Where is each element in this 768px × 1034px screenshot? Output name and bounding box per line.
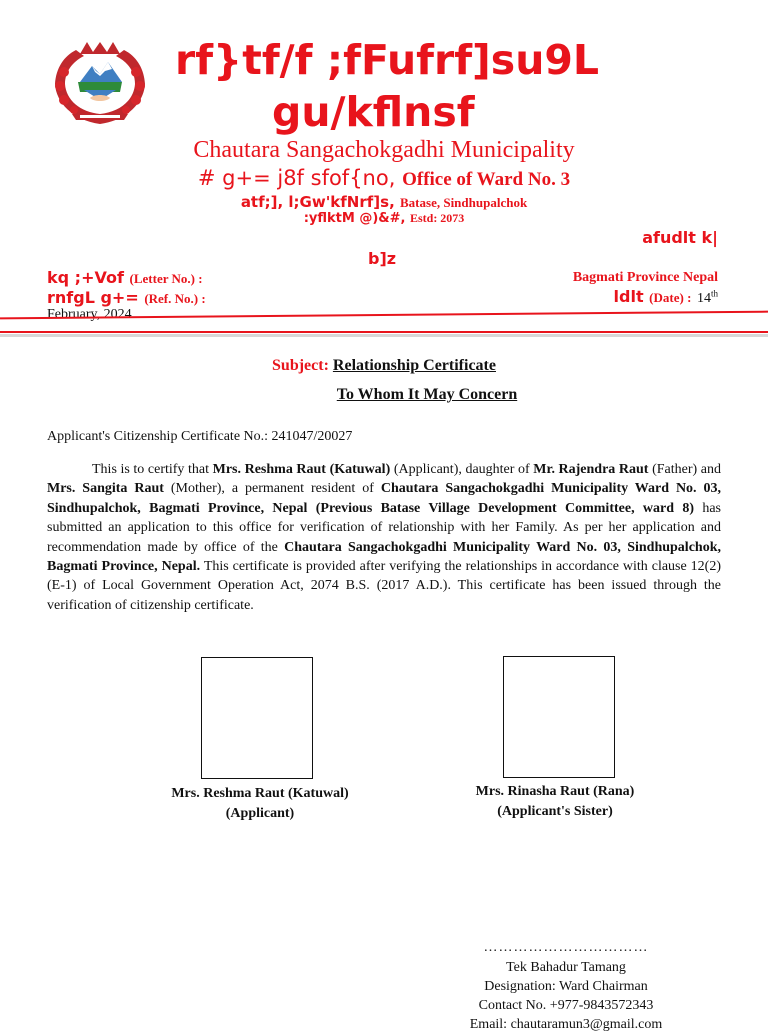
resident-address: Chautara Sangachokgadhi Municipality Ward No. 03, Sindhupalchok, Bagmati Province, Nepal (Previous Batase Village Development Committee, ward 8) bbox=[47, 481, 721, 516]
body-part-3: (Father) and bbox=[648, 462, 721, 477]
date-value-continued: February, 2024 bbox=[47, 307, 132, 322]
certificate-body bbox=[47, 460, 721, 615]
ward-office-line bbox=[0, 166, 768, 191]
letter-number-field bbox=[47, 268, 203, 287]
sister-photo-box bbox=[503, 656, 615, 778]
sister-caption-role: (Applicant's Sister) bbox=[497, 804, 613, 819]
subject-label: Subject: bbox=[272, 357, 329, 374]
mother-name: Mrs. Sangita Raut bbox=[47, 481, 164, 497]
header-divider-shadow bbox=[0, 334, 768, 337]
body-part-4: (Mother), a permanent resident of bbox=[163, 481, 381, 497]
address-english: Batase, Sindhupalchok bbox=[400, 195, 528, 210]
applicant-photo-caption bbox=[150, 784, 370, 824]
father-name: Mr. Rajendra Raut bbox=[533, 462, 649, 477]
subject-line bbox=[0, 357, 768, 375]
province-english: Bagmati Province Nepal bbox=[572, 270, 718, 285]
reference-number-nepali: rnfgL g+= bbox=[47, 288, 139, 307]
ward-office-nepali: # g+= j8f sfof{no, bbox=[197, 166, 396, 190]
signatory-name: Tek Bahadur Tamang bbox=[506, 960, 626, 975]
address-nepali: atf;], l;Gw'kfNrf]s, bbox=[240, 193, 395, 211]
province-nepali-line2: b]z bbox=[368, 249, 397, 268]
established-line bbox=[0, 211, 768, 226]
date-day: 14 bbox=[696, 291, 711, 306]
municipality-name-english: Chautara Sangachokgadhi Municipality bbox=[193, 137, 575, 163]
municipality-name-nepali-line2: gu/kflnsf bbox=[272, 88, 475, 136]
signatory-designation: Designation: Ward Chairman bbox=[484, 979, 648, 994]
address-line bbox=[0, 193, 768, 211]
province-nepali-line1: afudlt k| bbox=[642, 228, 718, 247]
date-field bbox=[614, 287, 718, 307]
applicant-caption-role: (Applicant) bbox=[225, 806, 295, 821]
body-part-6: This certificate is provided after verifying the relationships in accordance with clause 12(2) (E-1) of Local Government Operation Act, 2074 B.S. (2017 A.D.). This certificate has been issued through the verification of citizenship certificate. bbox=[47, 559, 722, 613]
date-english: (Date) : bbox=[649, 290, 692, 305]
date-nepali: ldlt bbox=[613, 287, 644, 306]
applicant-caption-name: Mrs. Reshma Raut (Katuwal) bbox=[171, 786, 349, 801]
signatory-contact: Contact No. +977-9843572343 bbox=[478, 998, 654, 1013]
reference-number-field bbox=[47, 288, 206, 307]
date-suffix: th bbox=[710, 288, 718, 299]
ward-office-english: Office of Ward No. 3 bbox=[402, 169, 571, 190]
applicant-photo-box bbox=[201, 657, 313, 779]
letter-number-english: (Letter No.) : bbox=[129, 271, 203, 286]
reference-number-english: (Ref. No.) : bbox=[144, 291, 206, 306]
nepal-emblem-logo bbox=[50, 40, 150, 126]
header-divider-bottom bbox=[0, 331, 768, 333]
body-part-1: This is to certify that bbox=[92, 462, 213, 477]
body-part-5: has submitted an application to this office for verification of relationship with her Family. As per her application and recommendation made by office of the bbox=[47, 500, 721, 555]
letter-number-nepali: kq ;+Vof bbox=[47, 268, 124, 287]
subject-text: Relationship Certificate bbox=[332, 357, 496, 374]
established-nepali: :yflktM @)&#, bbox=[303, 211, 406, 226]
date-value bbox=[696, 288, 718, 306]
municipality-name-nepali-line1: rf}tf/f ;fFufrf]su9L bbox=[175, 36, 600, 84]
sister-caption-name: Mrs. Rinasha Raut (Rana) bbox=[475, 784, 635, 799]
citizenship-number-line: Applicant's Citizenship Certificate No.: 241047/20027 bbox=[47, 429, 353, 444]
signature-line: …………………………… bbox=[483, 940, 649, 955]
applicant-name: Mrs. Reshma Raut (Katuwal) bbox=[212, 462, 391, 477]
sister-photo-caption bbox=[445, 782, 665, 822]
signatory-email: Email: chautaramun3@gmail.com bbox=[469, 1017, 663, 1032]
body-part-2: (Applicant), daughter of bbox=[390, 462, 534, 477]
established-english: Estd: 2073 bbox=[409, 211, 465, 225]
office-address: Chautara Sangachokgadhi Municipality Ward No. 03, Sindhupalchok, Bagmati Province, Nepal. bbox=[47, 539, 721, 575]
salutation: To Whom It May Concern bbox=[336, 386, 518, 403]
